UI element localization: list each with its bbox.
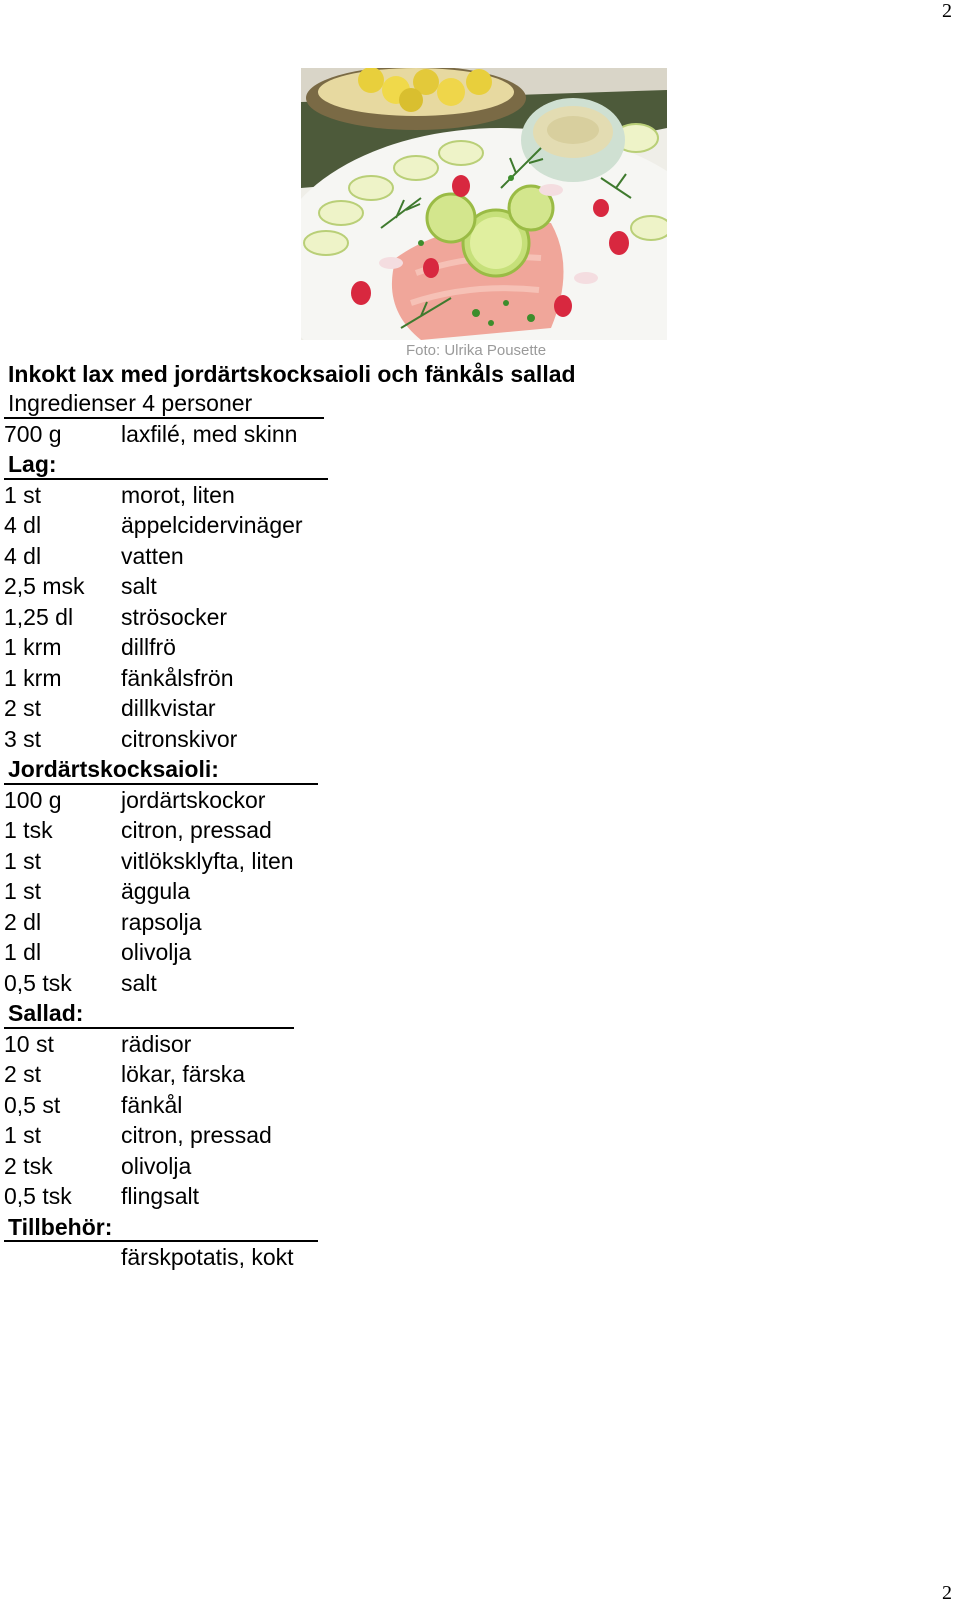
- section-heading-text: Lag:: [8, 451, 57, 477]
- ingredient-name: vitlöksklyfta, liten: [121, 847, 294, 874]
- ingredient-name: laxfilé, med skinn: [121, 420, 298, 447]
- ingredient-qty: 0,5 st: [4, 1091, 61, 1118]
- ingredient-name: salt: [121, 573, 157, 599]
- photo-credit: Foto: Ulrika Pousette: [406, 342, 547, 359]
- recipe-photo: [301, 68, 667, 340]
- page-number-top: 2: [942, 0, 952, 22]
- ingredient-name: vatten: [121, 542, 184, 569]
- ingredient-name: fänkålsfrön: [121, 664, 234, 691]
- ingredient-qty: 700 g: [4, 420, 62, 447]
- ingredient-qty: 1 krm: [4, 634, 62, 660]
- ingredient-qty: 2 tsk: [4, 1152, 53, 1179]
- ingredient-qty: 1,25 dl: [4, 603, 74, 630]
- ingredient-qty: 1 st: [4, 481, 42, 508]
- ingredient-qty: 4 dl: [4, 512, 42, 538]
- page-number-bottom: 2: [942, 1582, 952, 1604]
- ingredient-name: olivolja: [121, 1152, 192, 1179]
- ingredient-name: citronskivor: [121, 725, 238, 752]
- ingredient-name: färskpotatis, kokt: [121, 1244, 294, 1270]
- ingredient-name: äggula: [121, 878, 191, 904]
- ingredient-name: flingsalt: [121, 1183, 199, 1209]
- ingredient-name: lökar, färska: [121, 1061, 245, 1087]
- ingredient-qty: 3 st: [4, 725, 42, 752]
- ingredient-qty: 0,5 tsk: [4, 969, 72, 996]
- ingredient-qty: 2,5 msk: [4, 573, 85, 599]
- ingredient-qty: 4 dl: [4, 542, 42, 569]
- servings-heading-text: Ingredienser 4 personer: [8, 390, 253, 416]
- ingredient-name: dillkvistar: [121, 695, 216, 721]
- ingredient-qty: 1 dl: [4, 939, 42, 965]
- ingredient-qty: 10 st: [4, 1030, 54, 1057]
- ingredient-qty: 0,5 tsk: [4, 1183, 72, 1209]
- ingredient-qty: 1 st: [4, 1122, 42, 1148]
- salmon-dish-illustration: [301, 68, 667, 340]
- ingredient-qty: 1 st: [4, 847, 42, 874]
- ingredient-name: citron, pressad: [121, 1122, 272, 1148]
- ingredient-qty: 1 tsk: [4, 817, 53, 843]
- ingredient-name: salt: [121, 969, 157, 996]
- ingredient-qty: 2 st: [4, 695, 42, 721]
- recipe-title: Inkokt lax med jordärtskocksaioli och fänkåls sallad: [8, 361, 576, 387]
- ingredient-name: rapsolja: [121, 908, 202, 935]
- ingredient-name: äppelcidervinäger: [121, 512, 303, 538]
- ingredient-name: fänkål: [121, 1091, 183, 1118]
- ingredient-name: strösocker: [121, 603, 228, 630]
- ingredient-qty: 1 krm: [4, 664, 62, 691]
- section-heading-text: Sallad:: [8, 1000, 84, 1026]
- ingredient-qty: 2 st: [4, 1061, 42, 1087]
- ingredient-name: jordärtskockor: [121, 786, 266, 813]
- ingredient-name: rädisor: [121, 1030, 192, 1057]
- ingredient-name: olivolja: [121, 939, 192, 965]
- section-heading-text: Jordärtskocksaioli:: [8, 756, 219, 782]
- ingredient-qty: 1 st: [4, 878, 42, 904]
- ingredient-qty: 2 dl: [4, 908, 42, 935]
- ingredient-qty: 100 g: [4, 786, 62, 813]
- ingredient-name: morot, liten: [121, 481, 235, 508]
- ingredient-name: citron, pressad: [121, 817, 272, 843]
- section-heading-text: Tillbehör:: [8, 1213, 113, 1240]
- ingredient-name: dillfrö: [121, 634, 176, 660]
